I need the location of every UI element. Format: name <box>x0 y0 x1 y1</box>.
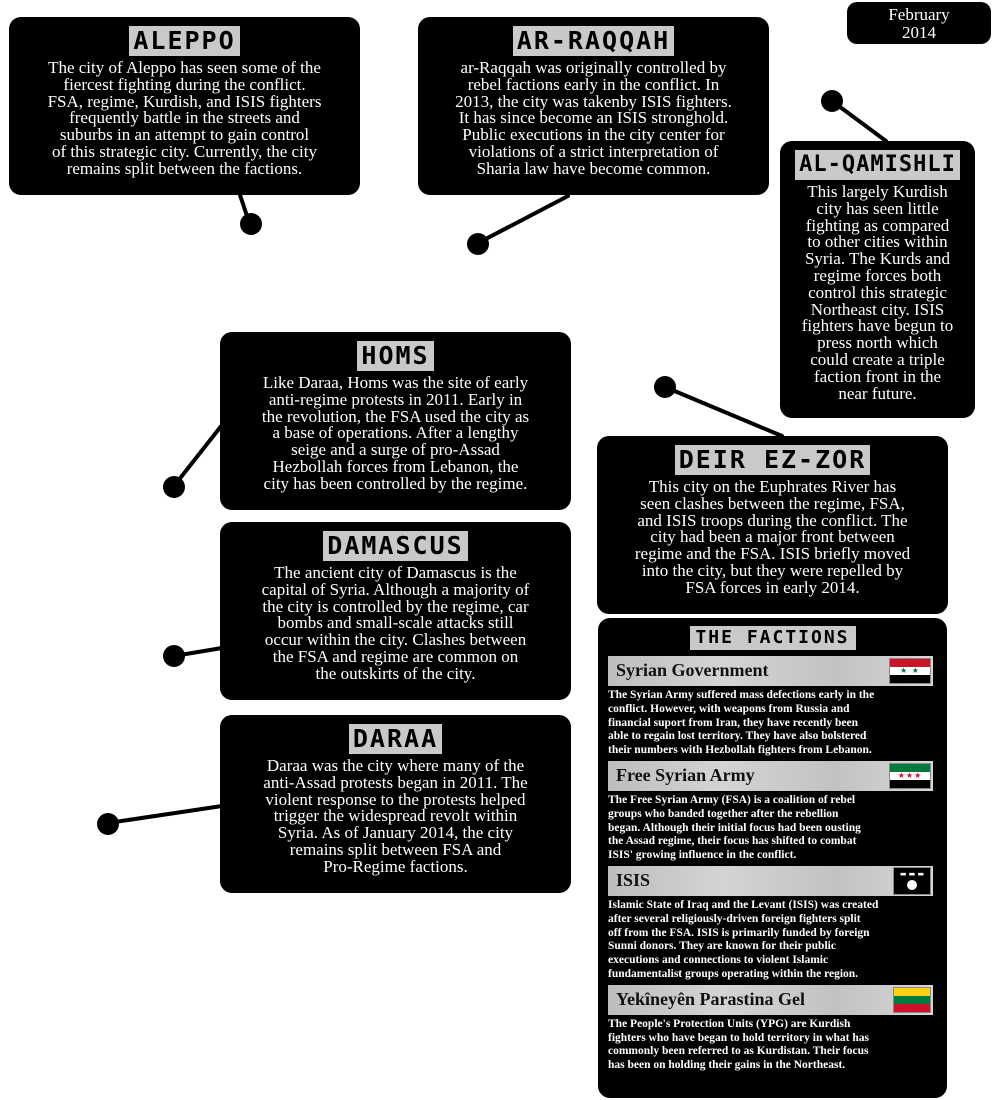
qamishli-pin <box>821 90 843 112</box>
city-title-qamishli: AL-QAMISHLI <box>795 150 960 180</box>
faction-free-syrian-army <box>608 761 933 863</box>
city-description-damascus: The ancient city of Damascus is the capital of Syria. Although a majority of the city is controlled by the regime, car bombs and small-scale attacks still occur within the city. Clashes between the FSA and regime are common on the outskirts of the city. <box>261 563 530 683</box>
city-title-homs: HOMS <box>357 341 433 371</box>
city-description-deir-ez-zor: This city on the Euphrates River has seen clashes between the regime, FSA, and ISIS troops during the conflict. The city had been a major front between regime and the FSA. ISIS briefly moved into the city, but they were repelled by FSA forces in early 2014. <box>634 477 911 597</box>
damascus-pin <box>163 645 185 667</box>
homs-connector <box>174 425 222 486</box>
date-badge <box>847 2 991 44</box>
city-description-daraa: Daraa was the city where many of the anti-Assad protests began in 2011. The violent response to the protests helped trigger the widespread revolt within Syria. As of January 2014, the city remains split between FSA and Pro-Regime factions. <box>263 756 528 876</box>
faction-header <box>608 985 933 1015</box>
city-description-qamishli: This largely Kurdish city has seen little fighting as compared to other cities within Syria. The Kurds and regime forces both control this strategic Northeast city. ISIS fighters have begun to press north which could create a triple faction front in the near future. <box>801 182 954 403</box>
city-card-raqqah <box>418 17 769 195</box>
faction-description: Islamic State of Iraq and the Levant (ISIS) was created after several religiously-driven foreign fighters split off from the FSA. ISIS is primarily funded by foreign Sunni donors. They are known for their public executions and connections to violent Islamic fundamentalist groups operating within the region. <box>608 898 879 980</box>
city-title-aleppo: ALEPPO <box>129 26 239 56</box>
city-description-homs: Like Daraa, Homs was the site of early anti-regime protests in 2011. Early in the revolution, the FSA used the city as a base of operations. After a lengthy seige and a surge of pro-Assad Hezbollah forces from Lebanon, the city has been controlled by the regime. <box>261 373 530 493</box>
city-title-damascus: DAMASCUS <box>323 531 467 561</box>
raqqah-pin <box>467 233 489 255</box>
date-year: 2014 <box>902 23 936 42</box>
syrian-government-flag-icon: ★ ★ <box>889 658 931 684</box>
daraa-pin <box>97 813 119 835</box>
city-card-daraa <box>220 715 571 893</box>
faction-syrian-government <box>608 656 933 758</box>
free-syrian-army-flag-icon: ★★★ <box>889 763 931 789</box>
faction-header <box>608 761 933 791</box>
city-card-deir-ez-zor <box>597 436 948 614</box>
city-title-deir-ez-zor: DEIR EZ-ZOR <box>675 445 871 475</box>
city-card-homs <box>220 332 571 510</box>
city-card-damascus <box>220 522 571 700</box>
faction-name: Syrian Government <box>616 660 769 680</box>
aleppo-pin <box>240 213 262 235</box>
deir-connector <box>665 387 782 436</box>
faction-description: The Syrian Army suffered mass defections early in the conflict. However, with weapons from Russia and financial suport from Iran, they have recently been able to regain lost territory. They have also bolstered their numbers with Hezbollah fighters from Lebanon. <box>608 689 875 757</box>
city-description-aleppo: The city of Aleppo has seen some of the fiercest fighting during the conflict. FSA, regime, Kurdish, and ISIS fighters frequently battle in the streets and suburbs in an attempt to gain control of this strategic city. Currently, the city remains split between the factions. <box>47 58 322 178</box>
faction-description: The Free Syrian Army (FSA) is a coalition of rebel groups who banded together after the rebellion began. Although their initial focus had been ousting the Assad regime, their focus has shifted to combat ISIS' growing influence in the conflict. <box>608 793 861 862</box>
homs-pin <box>163 476 185 498</box>
city-title-daraa: DARAA <box>349 724 442 754</box>
ypg-flag-icon <box>893 987 931 1013</box>
faction-header <box>608 656 933 686</box>
faction-name: Yekîneyên Parastina Gel <box>616 988 805 1009</box>
faction-name: Free Syrian Army <box>616 764 755 785</box>
factions-panel <box>598 618 947 1098</box>
date-month: February <box>888 5 950 24</box>
faction-name: ISIS <box>616 869 651 890</box>
faction-description: The People's Protection Units (YPG) are Kurdish fighters who have began to hold territory in what has commonly been referred to as Kurdistan. Their focus has been on holding their gains in the Northeast. <box>608 1017 869 1072</box>
raqqah-connector <box>478 196 568 243</box>
city-title-raqqah: AR-RAQQAH <box>513 26 674 56</box>
city-description-raqqah: ar-Raqqah was originally controlled by rebel factions early in the conflict. In 2013, the city was takenby ISIS fighters. It has since become an ISIS stronghold. Public executions in the city center for violations of a strict interpretation of Sharia law have become common. <box>455 58 732 178</box>
isis-flag-icon: ▬ ▬ ▬ <box>893 867 931 895</box>
deir-pin <box>654 376 676 398</box>
factions-title: THE FACTIONS <box>690 626 856 650</box>
city-card-qamishli <box>780 141 975 418</box>
faction-ypg <box>608 985 933 1073</box>
city-card-aleppo <box>9 17 360 195</box>
faction-isis <box>608 866 933 982</box>
faction-header <box>608 866 933 896</box>
daraa-connector <box>108 806 222 823</box>
